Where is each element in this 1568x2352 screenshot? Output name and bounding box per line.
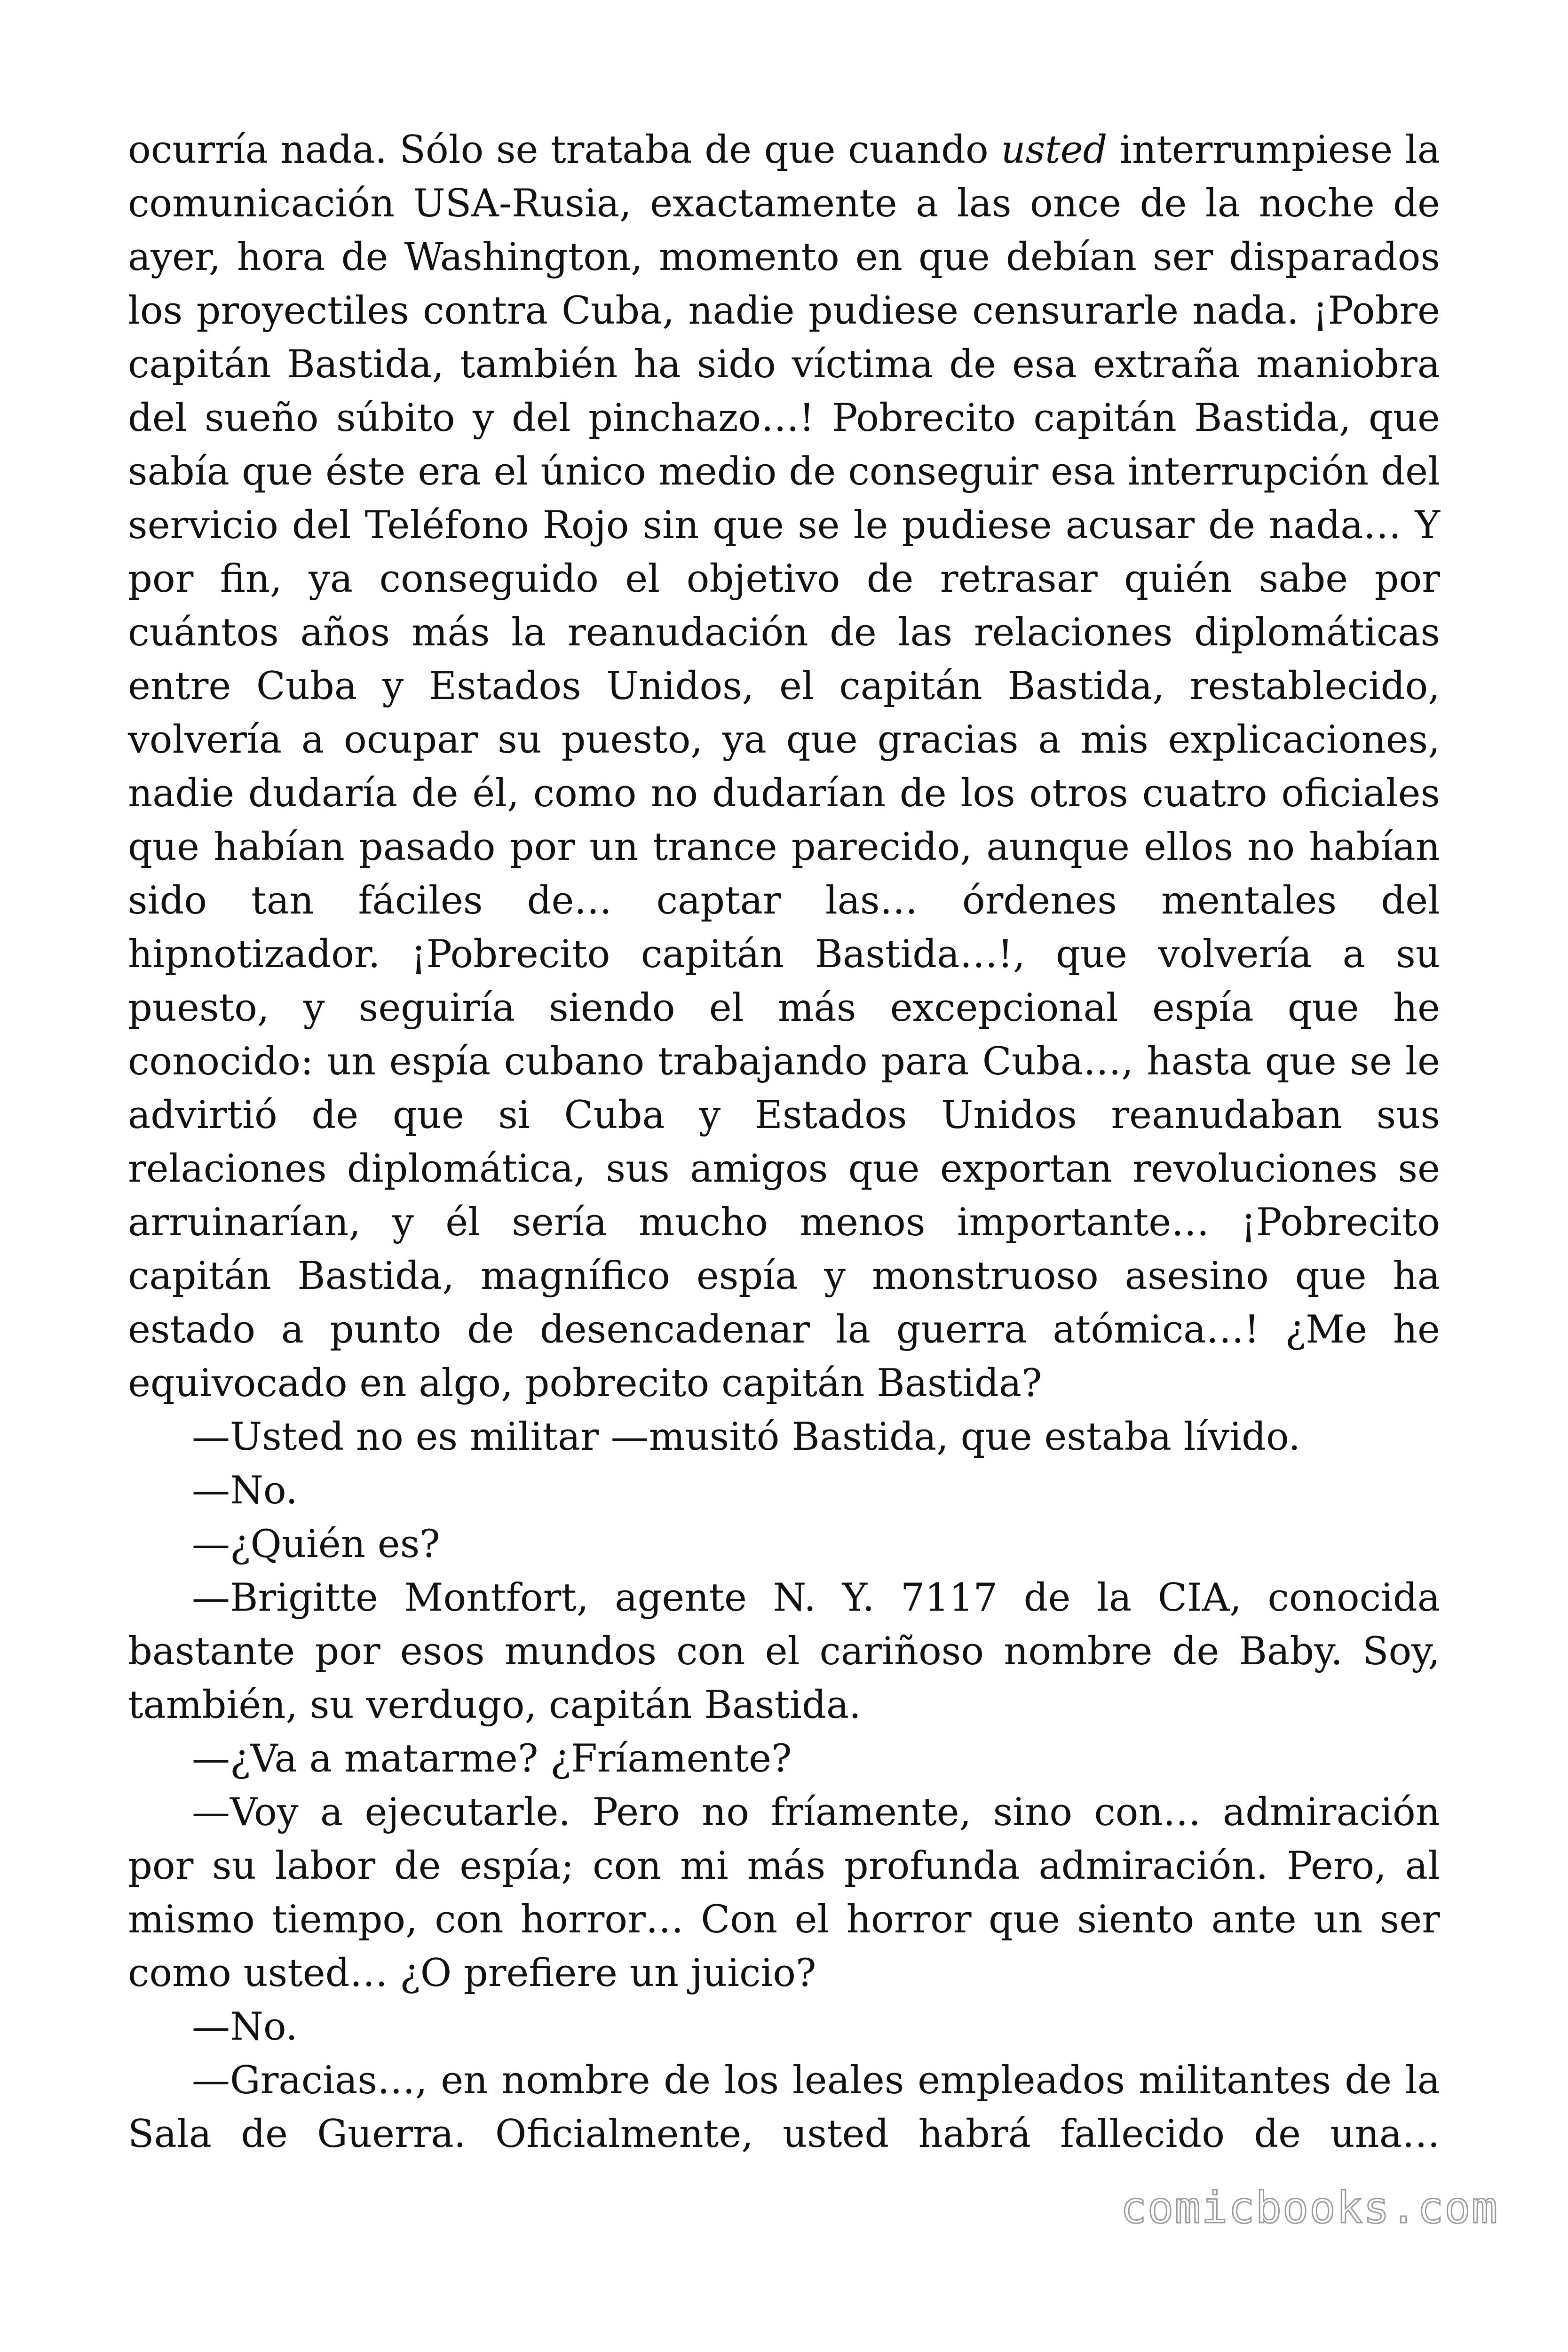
dialogue-line: —Brigitte Montfort, agente N. Y. 7117 de la CIA, conocida bastante por esos mundos con el cariñoso nombre de Baby. Soy, también, su verdugo, capitán Bastida. bbox=[128, 1576, 1440, 1727]
dialogue-line: —Gracias…, en nombre de los leales empleados militantes de la Sala de Guerra. Oficialmente, usted habrá fallecido de una… bbox=[128, 2058, 1440, 2156]
dialogue-line: —¿Quién es? bbox=[192, 1522, 440, 1566]
book-page-text bbox=[128, 123, 1440, 2161]
paragraph-continuation bbox=[128, 123, 1440, 1410]
dialogue-line: —Usted no es militar —musitó Bastida, que estaba lívido. bbox=[192, 1415, 1301, 1459]
dialogue-line: —No. bbox=[192, 2005, 298, 2049]
watermark: comicbooks.com bbox=[1120, 2183, 1498, 2233]
dialogue-line: —Voy a ejecutarle. Pero no fríamente, sino con… admiración por su labor de espía; con mi más profunda admiración. Pero, al mismo tiempo, con horror… Con el horror que siento ante un ser como usted… ¿O prefiere un juicio? bbox=[128, 1790, 1440, 1995]
dialogue-line: —No. bbox=[192, 1469, 298, 1513]
paragraph-text-before: ocurría nada. Sólo se trataba de que cuando bbox=[128, 128, 1001, 172]
italic-emphasis: usted bbox=[1001, 128, 1108, 172]
paragraph-text-after: interrumpiese la comunicación USA-Rusia, exactamente a las once de la noche de ayer, hora de Washington, momento en que debían ser disparados los proyectiles contra Cuba, nadie pudiese censurarle nada. ¡Pobre capitán Bastida, también ha sido víctima de esa extraña maniobra del sueño súbito y del pinchazo…! Pobrecito capitán Bastida, que sabía que éste era el único medio de conseguir esa interrupción del servicio del Teléfono Rojo sin que se le pudiese acusar de nada… Y por fin, ya conseguido el objetivo de retrasar quién sabe por cuántos años más la reanudación de las relaciones diplomáticas entre Cuba y Estados Unidos, el capitán Bastida, restablecido, volvería a ocupar su puesto, ya que gracias a mis explicaciones, nadie dudaría de él, como no dudarían de los otros cuatro oficiales que habían pasado por un trance parecido, aunque ellos no habían sido tan fáciles de… captar las… órdenes mentales del hipnotizador. ¡Pobrecito capitán Bastida…!, que volvería a su puesto, y seguiría siendo el más excepcional espía que he conocido: un espía cubano trabajando para Cuba…, hasta que se le advirtió de que si Cuba y Estados Unidos reanudaban sus relaciones diplomática, sus amigos que exportan revoluciones se arruinarían, y él sería mucho menos importante… ¡Pobrecito capitán Bastida, magnífico espía y monstruoso asesino que ha estado a punto de desencadenar la guerra atómica…! ¿Me he equivocado en algo, pobrecito capitán Bastida? bbox=[128, 128, 1440, 1406]
dialogue-line: —¿Va a matarme? ¿Fríamente? bbox=[192, 1737, 792, 1781]
